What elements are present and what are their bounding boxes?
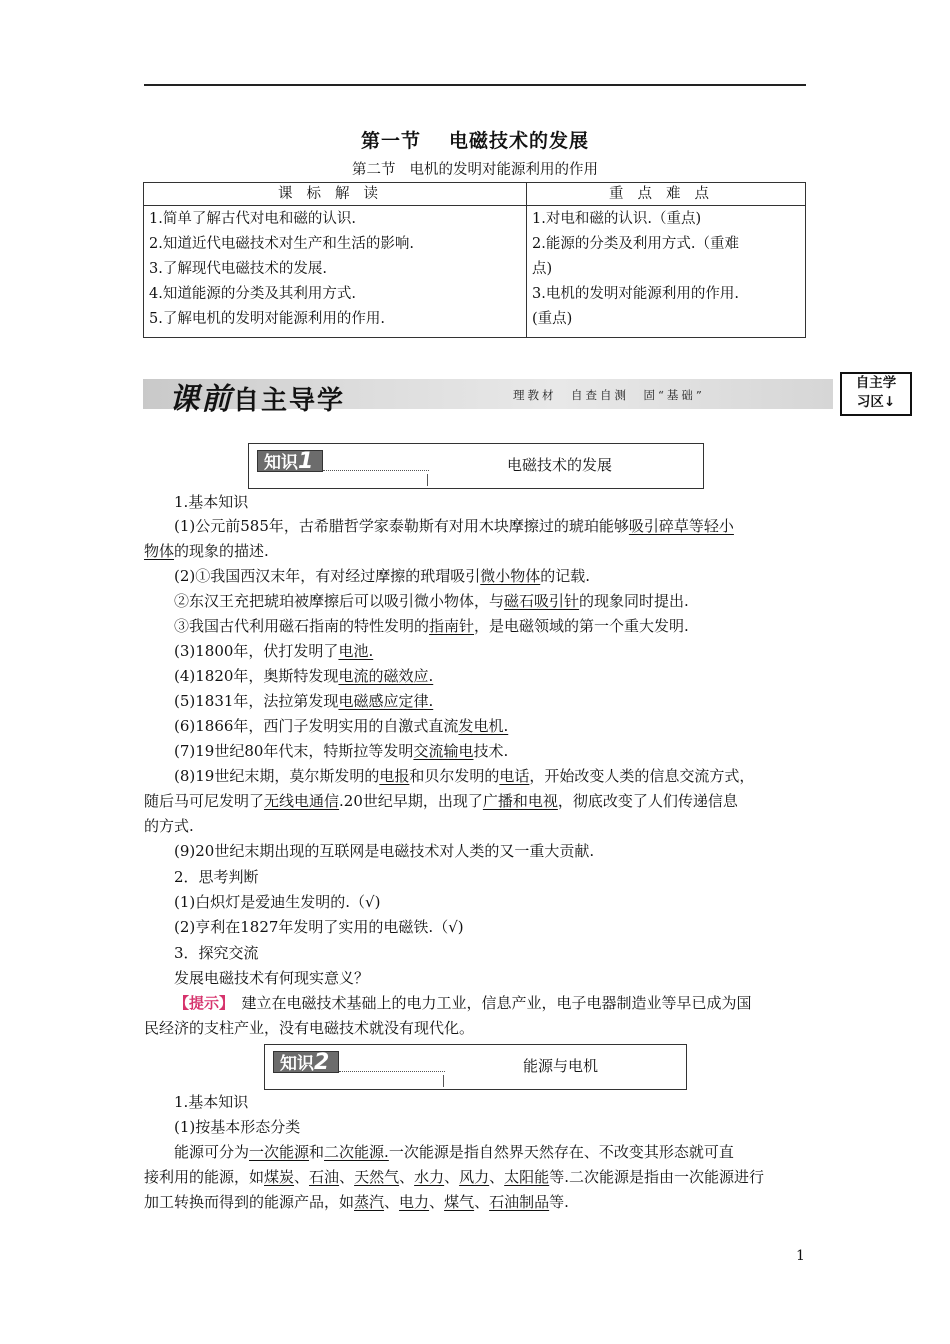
k1-blank: 发电机. <box>458 717 509 735</box>
knowledge2-heading-box <box>264 1044 687 1090</box>
k1-line <box>144 790 808 813</box>
k2-line <box>144 1141 808 1164</box>
k1-text: (4)1820年，奥斯特发现 <box>174 667 339 685</box>
keypoint-item: 1.对电和磁的认识.（重点) <box>532 211 702 227</box>
hint-label: 【提示】 <box>174 994 227 1012</box>
banner-subtitle: 理教材 自查自测 固“基础” <box>513 388 705 402</box>
k1-line <box>144 515 808 538</box>
k1-text: (8)19世纪末期，莫尔斯发明的 <box>174 767 380 785</box>
k1-text: (5)1831年，法拉第发现 <box>174 692 339 710</box>
k1-blank: 微小物体 <box>480 567 541 585</box>
k2-text: 和 <box>309 1143 325 1161</box>
k1-text: (2)①我国西汉末年，有对经过摩擦的玳瑁吸引 <box>174 567 481 585</box>
k1-blank: 电池. <box>338 642 374 660</box>
objective-item: 1.简单了解古代对电和磁的认识. <box>149 211 356 227</box>
k2-blank: 二次能源. <box>324 1143 389 1161</box>
k2-blank: 煤炭 <box>264 1168 295 1186</box>
k2-sep: 、 <box>294 1168 310 1186</box>
k1-text: ，彻底改变了人们传递信息 <box>557 792 738 810</box>
k1-text: ，开始改变人类的信息交流方式， <box>529 767 755 785</box>
k2-sep: 、 <box>429 1193 445 1211</box>
k1-text: ②东汉王充把琥珀被摩擦后可以吸引微小物体，与 <box>174 592 505 610</box>
k1-text: 的现象同时提出. <box>579 592 689 610</box>
k1-blank: 电话 <box>499 767 530 785</box>
k1-text: (6)1866年，西门子发明实用的自激式直流 <box>174 717 459 735</box>
k1-judge-item: (2)亨利在1827年发明了实用的电磁铁.（√) <box>174 918 464 936</box>
title-section: 第一节 <box>360 130 421 152</box>
self-study-line2: 习区↓ <box>856 394 896 410</box>
k1-blank: 吸引碎草等轻小 <box>628 517 734 535</box>
page-number: 1 <box>796 1248 805 1264</box>
k1-basic-heading: 1.基本知识 <box>174 493 249 511</box>
keypoint-item: 2.能源的分类及利用方式.（重难 <box>532 236 739 252</box>
k1-text: (1)公元前585年，古希腊哲学家泰勒斯有对用木块摩擦过的琥珀能够 <box>174 517 629 535</box>
page-subtitle <box>0 158 950 179</box>
k1-text: (3)1800年，伏打发明了 <box>174 642 339 660</box>
k2-sep: 、 <box>444 1168 460 1186</box>
keypoint-item: 3.电机的发明对能源利用的作用. <box>532 286 739 302</box>
knowledge1-tag <box>257 450 323 472</box>
section-banner <box>143 374 843 417</box>
k2-blank: 一次能源 <box>249 1143 310 1161</box>
knowledge1-title: 电磁技术的发展 <box>507 456 613 474</box>
keypoint-item: 点) <box>532 261 553 277</box>
k2-sub-heading: (1)按基本形态分类 <box>174 1118 301 1136</box>
knowledge2-tick <box>443 1075 444 1087</box>
k1-line: 的方式. <box>144 817 194 835</box>
k2-sep: 、 <box>474 1193 490 1211</box>
banner-title-bold: 课前 <box>169 382 233 417</box>
k2-blank: 石油 <box>309 1168 340 1186</box>
page-title <box>0 126 950 153</box>
k1-line <box>144 640 808 663</box>
k1-line <box>144 590 808 613</box>
objectives-col2 <box>527 206 806 338</box>
objectives-table <box>143 182 806 338</box>
k2-line <box>144 1191 808 1214</box>
k2-sep: 、 <box>384 1193 400 1211</box>
k1-question: 发展电磁技术有何现实意义？ <box>174 969 370 987</box>
k1-line <box>144 765 808 788</box>
k2-blank: 煤气 <box>444 1193 475 1211</box>
objectives-col1-header: 课标解读 <box>144 183 527 206</box>
knowledge2-tag-text: 知识 <box>280 1054 314 1074</box>
k1-text: 技术. <box>473 742 509 760</box>
k1-text: 随后马可尼发明了 <box>144 792 265 810</box>
k1-blank: 电流的磁效应. <box>338 667 434 685</box>
k2-blank: 蒸汽 <box>354 1193 385 1211</box>
knowledge1-tick <box>427 474 428 486</box>
k2-basic-heading: 1.基本知识 <box>174 1093 249 1111</box>
k1-text: ③我国古代利用磁石指南的特性发明的 <box>174 617 430 635</box>
k1-blank: 电报 <box>379 767 410 785</box>
subtitle-text: 电机的发明对能源利用的作用 <box>409 162 598 178</box>
k1-blank: 无线电通信 <box>264 792 340 810</box>
subtitle-section: 第二节 <box>352 162 396 178</box>
k1-blank: 物体 <box>144 542 175 560</box>
k1-line <box>144 665 808 688</box>
k1-hint <box>144 992 808 1015</box>
k1-text: 的记载. <box>540 567 591 585</box>
knowledge2-tag <box>273 1051 339 1073</box>
k1-explore-heading: 3．探究交流 <box>174 944 259 962</box>
k2-sep: 、 <box>399 1168 415 1186</box>
k2-blank: 水力 <box>414 1168 445 1186</box>
objective-item: 2.知道近代电磁技术对生产和生活的影响. <box>149 236 414 252</box>
k2-sep: 、 <box>489 1168 505 1186</box>
k1-hint-cont: 民经济的支柱产业，没有电磁技术就没有现代化。 <box>144 1019 475 1037</box>
k1-text: ，是电磁领域的第一个重大发明. <box>474 617 689 635</box>
objectives-col2-header: 重点难点 <box>527 183 806 206</box>
k1-text: .20世纪早期，出现了 <box>339 792 483 810</box>
k1-text: 的现象的描述. <box>174 542 269 560</box>
banner-title <box>169 374 345 418</box>
k1-blank: 电磁感应定律. <box>338 692 434 710</box>
knowledge2-dotted-line <box>339 1071 445 1072</box>
k1-judge-item: (1)白炽灯是爱迪生发明的.（√) <box>174 893 381 911</box>
k1-line <box>144 690 808 713</box>
self-study-line1: 自主学 <box>855 375 897 391</box>
k1-line: (9)20世纪末期出现的互联网是电磁技术对人类的又一重大贡献. <box>174 842 595 860</box>
k2-text: 等.二次能源是指由一次能源进行 <box>549 1168 764 1186</box>
knowledge1-tag-text: 知识 <box>264 453 298 473</box>
k2-blank: 石油制品 <box>489 1193 550 1211</box>
objective-item: 3.了解现代电磁技术的发展. <box>149 261 327 277</box>
k1-line <box>144 740 808 763</box>
k2-text: 一次能源是指自然界天然存在、不改变其形态就可直 <box>388 1143 734 1161</box>
k2-blank: 天然气 <box>354 1168 400 1186</box>
k2-blank: 电力 <box>399 1193 430 1211</box>
k1-blank: 磁石吸引针 <box>504 592 580 610</box>
k1-line <box>144 615 808 638</box>
title-text: 电磁技术的发展 <box>449 130 590 152</box>
k1-blank: 广播和电视 <box>482 792 558 810</box>
k2-text: 能源可分为 <box>174 1143 250 1161</box>
k1-line <box>144 540 808 563</box>
k2-text: 等. <box>549 1193 569 1211</box>
k2-line <box>144 1166 808 1189</box>
k2-blank: 风力 <box>459 1168 490 1186</box>
k1-blank: 指南针 <box>429 617 475 635</box>
hint-text: 建立在电磁技术基础上的电力工业，信息产业，电子电器制造业等早已成为国 <box>226 994 752 1012</box>
k1-line <box>144 565 808 588</box>
knowledge1-dotted-line <box>323 470 429 471</box>
objective-item: 4.知道能源的分类及其利用方式. <box>149 286 356 302</box>
k1-line <box>144 715 808 738</box>
k2-text: 接利用的能源，如 <box>144 1168 265 1186</box>
objective-item: 5.了解电机的发明对能源利用的作用. <box>149 311 385 327</box>
k2-sep: 、 <box>339 1168 355 1186</box>
banner-title-rest: 自主导学 <box>233 386 346 416</box>
k1-text: 和贝尔发明的 <box>409 767 500 785</box>
self-study-label <box>840 372 912 416</box>
k1-blank: 交流输电 <box>413 742 474 760</box>
knowledge2-title: 能源与电机 <box>523 1057 599 1075</box>
knowledge2-tag-num: 2 <box>314 1050 330 1075</box>
knowledge1-tag-num: 1 <box>298 449 314 474</box>
k1-think-heading: 2．思考判断 <box>174 868 259 886</box>
k2-text: 加工转换而得到的能源产品，如 <box>144 1193 355 1211</box>
k1-text: (7)19世纪80年代末，特斯拉等发明 <box>174 742 414 760</box>
k2-blank: 太阳能 <box>504 1168 550 1186</box>
header-rule <box>144 84 806 86</box>
objectives-col1 <box>144 206 527 338</box>
keypoint-item: (重点) <box>532 311 573 327</box>
knowledge1-heading-box <box>248 443 704 489</box>
